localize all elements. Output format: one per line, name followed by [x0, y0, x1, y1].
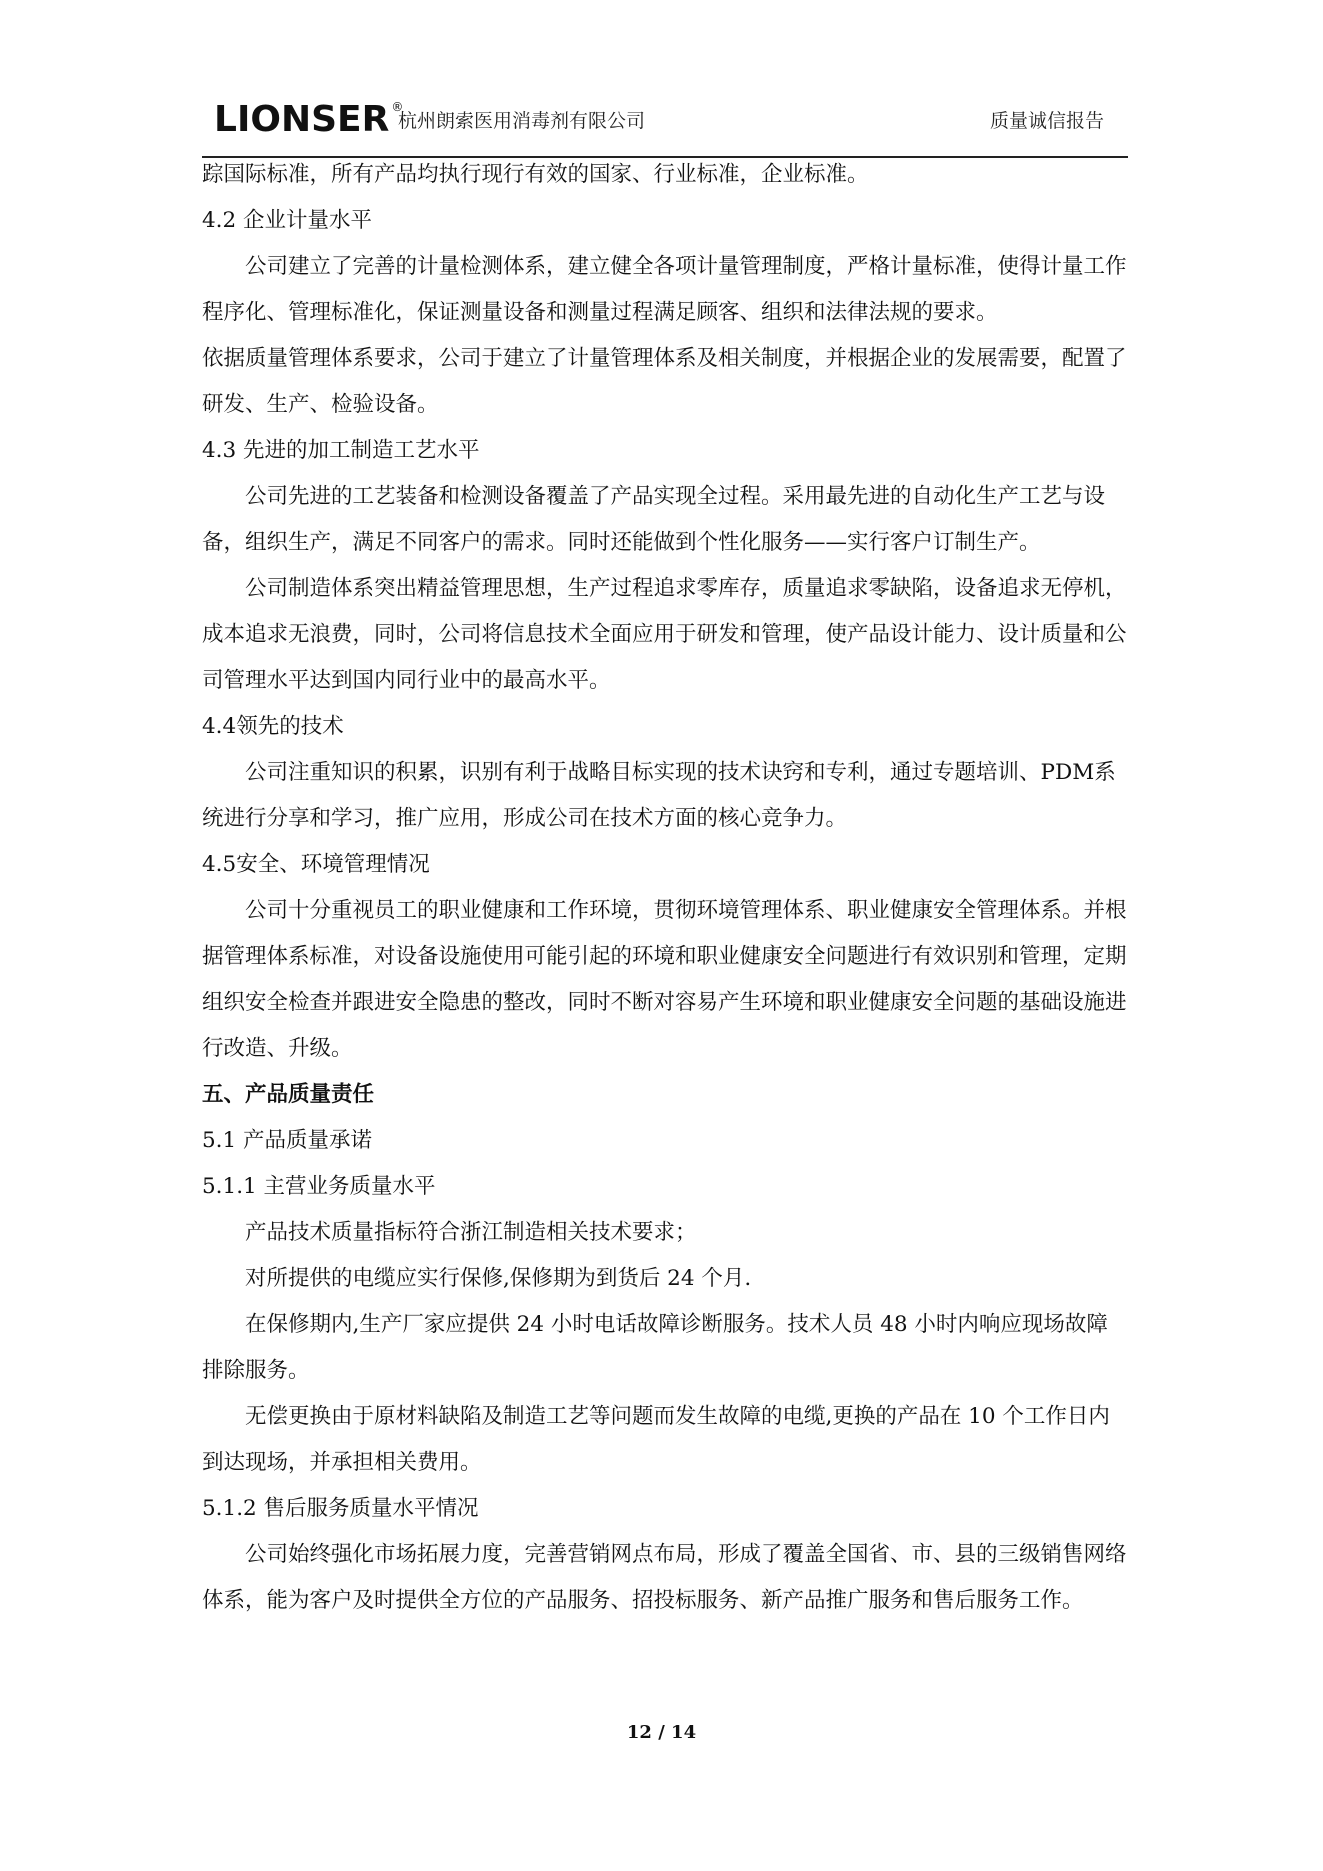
paragraph: 4.3 先进的加工制造工艺水平	[202, 438, 480, 463]
paragraph: 公司制造体系突出精益管理思想，生产过程追求零库存，质量追求零缺陷，设备追求无停机，成本追求无浪费，同时，公司将信息技术全面应用于研发和管理，使产品设计能力、设计质量和公司管理水平达到国内同行业中的最高水平。	[202, 576, 1127, 693]
paragraph: 依据质量管理体系要求，公司于建立了计量管理体系及相关制度，并根据企业的发展需要，配置了研发、生产、检验设备。	[202, 346, 1127, 417]
paragraph: 5.1 产品质量承诺	[202, 1128, 373, 1153]
page-number: 12 / 14	[626, 1722, 697, 1743]
paragraph: 4.5安全、环境管理情况	[202, 852, 430, 877]
paragraph: 踪国际标准，所有产品均执行现行有效的国家、行业标准，企业标准。	[202, 162, 869, 187]
page-header	[202, 96, 1128, 158]
paragraph: 5.1.1 主营业务质量水平	[202, 1174, 436, 1199]
paragraph: 公司十分重视员工的职业健康和工作环境，贯彻环境管理体系、职业健康安全管理体系。并根据管理体系标准，对设备设施使用可能引起的环境和职业健康安全问题进行有效识别和管理，定期组织安全检查并跟进安全隐患的整改，同时不断对容易产生环境和职业健康安全问题的基础设施进行改造、升级。	[202, 898, 1127, 1061]
document-body	[202, 152, 1128, 1624]
paragraph: 无偿更换由于原材料缺陷及制造工艺等问题而发生故障的电缆,更换的产品在 10 个工作日内到达现场，并承担相关费用。	[202, 1404, 1110, 1475]
company-logo	[214, 100, 403, 140]
company-name: 杭州朗索医用消毒剂有限公司	[398, 110, 646, 132]
paragraph: 在保修期内,生产厂家应提供 24 小时电话故障诊断服务。技术人员 48 小时内响应现场故障排除服务。	[202, 1312, 1108, 1383]
paragraph: 公司注重知识的积累，识别有利于战略目标实现的技术诀窍和专利，通过专题培训、PDM系统进行分享和学习，推广应用，形成公司在技术方面的核心竞争力。	[202, 760, 1116, 831]
paragraph: 对所提供的电缆应实行保修,保修期为到货后 24 个月.	[245, 1266, 752, 1291]
report-title: 质量诚信报告	[989, 110, 1104, 132]
paragraph: 产品技术质量指标符合浙江制造相关技术要求；	[245, 1220, 697, 1245]
paragraph: 5.1.2 售后服务质量水平情况	[202, 1496, 479, 1521]
paragraph: 4.2 企业计量水平	[202, 208, 373, 233]
registered-mark: ®	[391, 100, 404, 114]
section-heading: 五、产品质量责任	[202, 1082, 375, 1107]
paragraph: 4.4领先的技术	[202, 714, 344, 739]
paragraph: 公司先进的工艺装备和检测设备覆盖了产品实现全过程。采用最先进的自动化生产工艺与设备，组织生产，满足不同客户的需求。同时还能做到个性化服务——实行客户订制生产。	[202, 484, 1106, 555]
logo-text: LIONSER	[214, 99, 390, 140]
paragraph: 公司建立了完善的计量检测体系，建立健全各项计量管理制度，严格计量标准，使得计量工作程序化、管理标准化，保证测量设备和测量过程满足顾客、组织和法律法规的要求。	[202, 254, 1127, 325]
paragraph: 公司始终强化市场拓展力度，完善营销网点布局，形成了覆盖全国省、市、县的三级销售网络体系，能为客户及时提供全方位的产品服务、招投标服务、新产品推广服务和售后服务工作。	[202, 1542, 1127, 1613]
